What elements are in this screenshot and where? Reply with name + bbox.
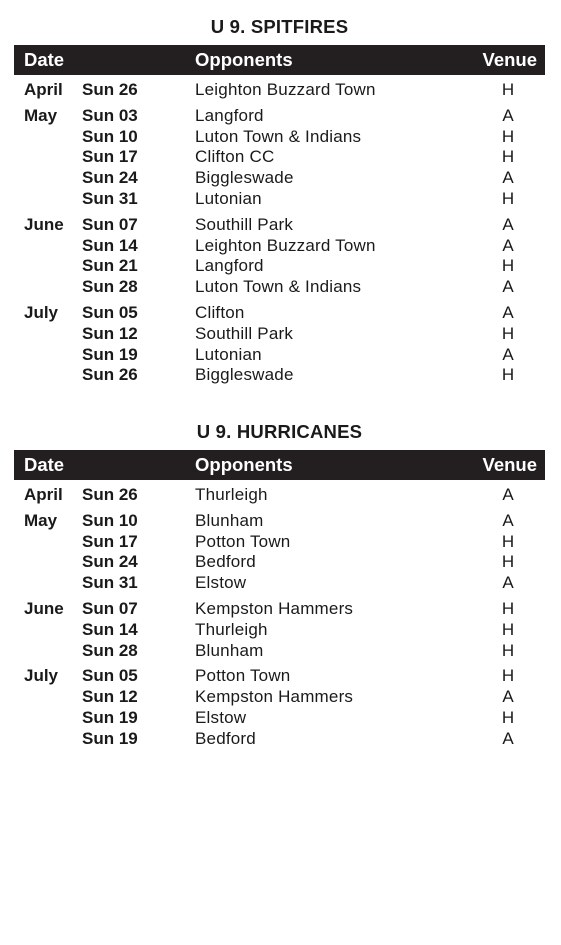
- fixture-venue: H: [501, 552, 515, 572]
- fixture-venue: H: [501, 80, 515, 99]
- fixture-venue: A: [502, 728, 514, 748]
- month-label: June: [24, 214, 64, 234]
- fixture-row: [14, 729, 545, 750]
- month-label: June: [24, 598, 64, 618]
- fixture-row: [14, 277, 545, 298]
- month-label: July: [24, 666, 59, 686]
- fixture-row: [14, 147, 545, 168]
- month-group: [14, 303, 545, 386]
- fixture-venue: H: [501, 126, 515, 146]
- fixture-venue: A: [502, 302, 514, 322]
- fixture-venue: H: [501, 666, 515, 686]
- fixture-opponent: Thurleigh: [195, 485, 268, 504]
- fixture-day: Sun 17: [82, 147, 138, 167]
- month-group: [14, 80, 545, 101]
- fixture-opponent: Luton Town & Indians: [195, 126, 362, 146]
- fixture-row: [14, 532, 545, 553]
- fixture-day: Sun 17: [82, 531, 138, 551]
- fixture-day: Sun 26: [82, 365, 138, 385]
- fixture-opponent: Kempston Hammers: [195, 687, 354, 707]
- fixture-day: Sun 28: [82, 640, 138, 660]
- fixture-opponent: Elstow: [195, 707, 247, 727]
- fixture-day: Sun 21: [82, 256, 138, 276]
- fixture-opponent: Blunham: [195, 640, 264, 660]
- section-title: U 9. SPITFIRES: [210, 16, 349, 37]
- fixture-opponent: Clifton CC: [195, 147, 275, 167]
- fixture-day: Sun 05: [82, 302, 138, 322]
- fixture-day: Sun 14: [82, 619, 138, 639]
- fixture-row: [14, 666, 545, 687]
- fixture-venue: H: [501, 640, 515, 660]
- fixture-opponent: Potton Town: [195, 531, 291, 551]
- fixture-opponent: Blunham: [195, 510, 264, 530]
- month-group: [14, 599, 545, 661]
- table-header: [14, 45, 545, 75]
- fixture-row: [14, 345, 545, 366]
- fixture-opponent: Lutonian: [195, 344, 262, 364]
- fixture-day: Sun 31: [82, 188, 138, 208]
- month-label: April: [24, 80, 63, 99]
- fixture-venue: H: [501, 256, 515, 276]
- fixtures-section-spitfires: [14, 14, 545, 386]
- fixture-row: [14, 573, 545, 594]
- fixture-day: Sun 14: [82, 235, 138, 255]
- fixture-day: Sun 12: [82, 687, 138, 707]
- fixture-row: [14, 324, 545, 345]
- fixture-venue: A: [502, 344, 514, 364]
- fixture-venue: H: [501, 365, 515, 385]
- month-group: [14, 485, 545, 506]
- fixture-venue: H: [501, 531, 515, 551]
- fixture-opponent: Bedford: [195, 728, 256, 748]
- header-venue: Venue: [482, 49, 537, 70]
- fixture-opponent: Biggleswade: [195, 365, 294, 385]
- fixture-venue: H: [501, 619, 515, 639]
- fixture-opponent: Langford: [195, 256, 264, 276]
- header-date: Date: [24, 454, 65, 475]
- section-title: U 9. HURRICANES: [196, 421, 363, 442]
- month-group: [14, 666, 545, 749]
- fixture-row: [14, 106, 545, 127]
- fixture-opponent: Langford: [195, 105, 264, 125]
- fixture-row: [14, 552, 545, 573]
- fixture-row: [14, 599, 545, 620]
- fixture-row: [14, 168, 545, 189]
- fixture-venue: A: [502, 573, 514, 593]
- fixture-venue: A: [502, 687, 514, 707]
- fixture-row: [14, 708, 545, 729]
- fixture-venue: A: [502, 105, 514, 125]
- header-opponents: Opponents: [195, 454, 293, 475]
- fixture-row: [14, 127, 545, 148]
- fixture-venue: A: [502, 235, 514, 255]
- fixture-day: Sun 07: [82, 598, 138, 618]
- fixture-row: [14, 236, 545, 257]
- fixture-day: Sun 03: [82, 105, 138, 125]
- fixture-venue: A: [502, 510, 514, 530]
- fixture-row: [14, 365, 545, 386]
- fixture-opponent: Southill Park: [195, 214, 294, 234]
- fixture-opponent: Luton Town & Indians: [195, 277, 362, 297]
- month-label: May: [24, 510, 58, 530]
- fixture-row: [14, 189, 545, 210]
- fixture-venue: A: [502, 168, 514, 188]
- fixture-day: Sun 10: [82, 126, 138, 146]
- month-label: July: [24, 302, 59, 322]
- fixture-day: Sun 05: [82, 666, 138, 686]
- fixture-day: Sun 07: [82, 214, 138, 234]
- fixture-row: [14, 256, 545, 277]
- fixture-venue: A: [502, 214, 514, 234]
- fixture-row: [14, 620, 545, 641]
- header-venue: Venue: [482, 454, 537, 475]
- fixture-day: Sun 10: [82, 510, 138, 530]
- fixture-venue: A: [502, 277, 514, 297]
- fixture-opponent: Potton Town: [195, 666, 291, 686]
- fixture-venue: H: [501, 147, 515, 167]
- fixture-opponent: Thurleigh: [195, 619, 268, 639]
- fixture-opponent: Lutonian: [195, 188, 262, 208]
- month-group: [14, 215, 545, 298]
- fixture-opponent: Southill Park: [195, 323, 294, 343]
- fixture-opponent: Clifton: [195, 302, 245, 322]
- header-opponents: Opponents: [195, 49, 293, 70]
- fixture-day: Sun 26: [82, 80, 138, 99]
- fixture-day: Sun 31: [82, 573, 138, 593]
- fixture-row: [14, 215, 545, 236]
- fixture-day: Sun 19: [82, 728, 138, 748]
- fixture-venue: H: [501, 598, 515, 618]
- fixture-venue: H: [501, 323, 515, 343]
- fixture-venue: H: [501, 707, 515, 727]
- header-date: Date: [24, 49, 65, 70]
- month-label: May: [24, 105, 58, 125]
- fixture-day: Sun 19: [82, 344, 138, 364]
- fixture-day: Sun 28: [82, 277, 138, 297]
- fixture-row: [14, 303, 545, 324]
- fixture-venue: H: [501, 188, 515, 208]
- fixture-day: Sun 19: [82, 707, 138, 727]
- fixture-row: [14, 511, 545, 532]
- fixture-venue: A: [502, 485, 514, 504]
- fixtures-section-hurricanes: [14, 419, 545, 750]
- fixture-day: Sun 12: [82, 323, 138, 343]
- fixture-row: [14, 687, 545, 708]
- fixture-opponent: Bedford: [195, 552, 256, 572]
- fixture-row: [14, 485, 545, 506]
- fixture-day: Sun 24: [82, 552, 138, 572]
- table-header: [14, 450, 545, 480]
- month-group: [14, 511, 545, 594]
- fixture-row: [14, 80, 545, 101]
- fixture-opponent: Biggleswade: [195, 168, 294, 188]
- fixture-day: Sun 24: [82, 168, 138, 188]
- fixture-opponent: Elstow: [195, 573, 247, 593]
- fixture-opponent: Leighton Buzzard Town: [195, 235, 376, 255]
- fixture-opponent: Leighton Buzzard Town: [195, 80, 376, 99]
- fixture-day: Sun 26: [82, 485, 138, 504]
- month-group: [14, 106, 545, 210]
- fixture-row: [14, 641, 545, 662]
- month-label: April: [24, 485, 63, 504]
- fixture-opponent: Kempston Hammers: [195, 598, 354, 618]
